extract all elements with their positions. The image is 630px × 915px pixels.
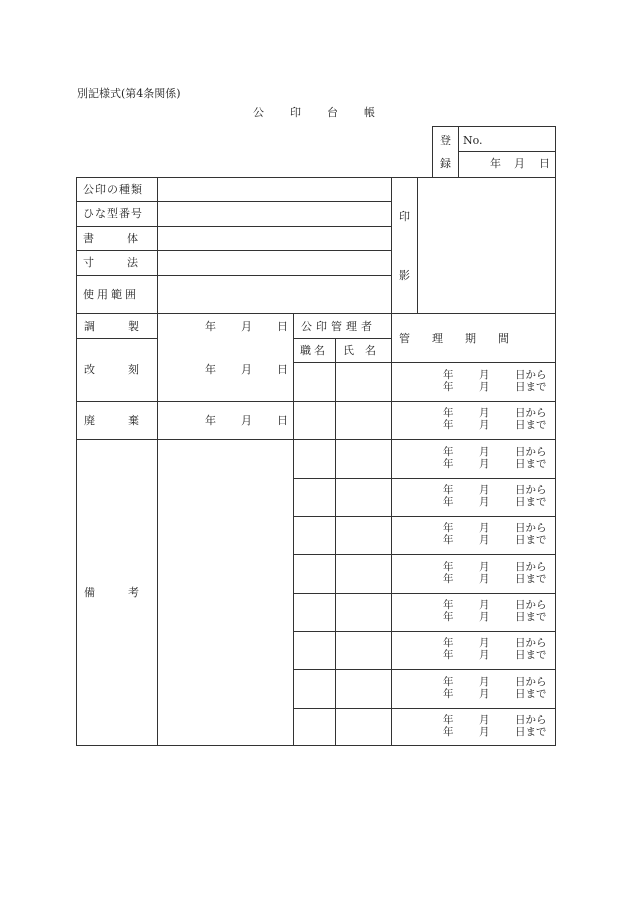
period-from-part: 年 — [443, 676, 454, 688]
period-from-part: 月 — [479, 407, 490, 419]
period-from-part: 年 — [443, 561, 454, 573]
manufacture-day: 日 — [277, 320, 288, 333]
form-reference: 別記様式(第4条関係) — [77, 87, 181, 100]
period-to-line — [393, 611, 556, 623]
period-to-part: 日まで — [515, 534, 547, 546]
period-from-part: 年 — [443, 637, 454, 649]
registration-month: 月 — [514, 157, 525, 170]
period-from-part: 月 — [479, 599, 490, 611]
usage-scope-label: 使用範囲 — [83, 288, 139, 301]
registration-year: 年 — [490, 157, 501, 170]
recut-month: 月 — [241, 363, 252, 376]
period-from-part: 年 — [443, 407, 454, 419]
disposal-label: 廃 棄 — [84, 414, 139, 427]
disposal-month: 月 — [241, 414, 252, 427]
period-from-part: 月 — [479, 484, 490, 496]
recut-day: 日 — [277, 363, 288, 376]
period-from-part: 年 — [443, 522, 454, 534]
period-to-part: 年 — [443, 688, 454, 700]
manager-name-col: 氏 名 — [343, 344, 376, 357]
period-to-part: 年 — [443, 611, 454, 623]
period-from-part: 年 — [443, 446, 454, 458]
period-to-part: 日まで — [515, 419, 547, 431]
registration-no-label: No. — [463, 134, 483, 147]
period-from-line — [393, 369, 556, 381]
period-from-line — [393, 561, 556, 573]
period-from-part: 年 — [443, 369, 454, 381]
period-from-part: 日から — [515, 561, 547, 573]
period-from-part: 日から — [515, 714, 547, 726]
period-to-part: 月 — [479, 611, 490, 623]
period-from-part: 日から — [515, 407, 547, 419]
disposal-year: 年 — [205, 414, 216, 427]
management-period-entry — [393, 407, 556, 431]
period-from-part: 年 — [443, 714, 454, 726]
period-from-part: 月 — [479, 714, 490, 726]
period-to-part: 年 — [443, 573, 454, 585]
period-to-part: 日まで — [515, 726, 547, 738]
size-label: 寸 法 — [83, 256, 138, 269]
period-to-line — [393, 496, 556, 508]
manufacture-year: 年 — [205, 320, 216, 333]
period-to-part: 日まで — [515, 496, 547, 508]
period-to-part: 月 — [479, 419, 490, 431]
period-from-part: 日から — [515, 599, 547, 611]
manufacture-month: 月 — [241, 320, 252, 333]
management-period-header: 管 理 期 間 — [399, 332, 509, 345]
period-from-part: 年 — [443, 484, 454, 496]
period-from-part: 月 — [479, 446, 490, 458]
typeface-label: 書 体 — [83, 232, 138, 245]
manager-header: 公印管理者 — [301, 320, 376, 333]
period-from-part: 月 — [479, 369, 490, 381]
period-to-part: 年 — [443, 458, 454, 470]
period-from-line — [393, 676, 556, 688]
management-period-entry — [393, 637, 556, 661]
period-to-line — [393, 573, 556, 585]
period-from-part: 月 — [479, 561, 490, 573]
period-to-part: 年 — [443, 381, 454, 393]
management-period-entry — [393, 599, 556, 623]
period-from-line — [393, 599, 556, 611]
period-to-part: 日まで — [515, 573, 547, 585]
disposal-day: 日 — [277, 414, 288, 427]
period-from-part: 月 — [479, 637, 490, 649]
period-to-line — [393, 381, 556, 393]
manager-title-col: 職名 — [300, 344, 328, 357]
period-from-line — [393, 522, 556, 534]
period-to-part: 日まで — [515, 458, 547, 470]
registration-label-bottom: 録 — [440, 157, 451, 170]
period-from-part: 日から — [515, 484, 547, 496]
period-to-part: 月 — [479, 688, 490, 700]
recut-label: 改 刻 — [84, 363, 139, 376]
period-to-line — [393, 534, 556, 546]
period-from-line — [393, 714, 556, 726]
period-from-line — [393, 637, 556, 649]
period-to-part: 月 — [479, 726, 490, 738]
period-from-part: 日から — [515, 446, 547, 458]
title-char: 印 — [290, 106, 301, 119]
period-from-part: 日から — [515, 369, 547, 381]
period-to-part: 年 — [443, 534, 454, 546]
period-to-part: 月 — [479, 381, 490, 393]
period-from-line — [393, 484, 556, 496]
period-to-line — [393, 649, 556, 661]
period-to-part: 月 — [479, 534, 490, 546]
page-title — [253, 104, 373, 118]
management-period-entry — [393, 561, 556, 585]
period-from-part: 年 — [443, 599, 454, 611]
period-to-part: 月 — [479, 458, 490, 470]
period-to-part: 日まで — [515, 649, 547, 661]
registration-label-top: 登 — [440, 134, 451, 147]
period-to-part: 日まで — [515, 381, 547, 393]
period-to-part: 月 — [479, 649, 490, 661]
period-to-part: 月 — [479, 573, 490, 585]
period-from-line — [393, 407, 556, 419]
management-period-entry — [393, 676, 556, 700]
period-from-part: 日から — [515, 676, 547, 688]
title-char: 台 — [327, 106, 338, 119]
period-to-line — [393, 458, 556, 470]
template-number-label: ひな型番号 — [83, 207, 143, 220]
management-period-entry — [393, 369, 556, 393]
period-to-line — [393, 419, 556, 431]
recut-year: 年 — [205, 363, 216, 376]
period-to-line — [393, 688, 556, 700]
period-to-part: 年 — [443, 726, 454, 738]
period-from-part: 月 — [479, 676, 490, 688]
registration-day: 日 — [539, 157, 550, 170]
period-from-line — [393, 446, 556, 458]
manufacture-label: 調 製 — [84, 320, 139, 333]
period-to-part: 日まで — [515, 611, 547, 623]
management-period-entry — [393, 714, 556, 738]
management-period-entry — [393, 522, 556, 546]
impression-label-top: 印 — [399, 210, 410, 223]
management-period-entry — [393, 446, 556, 470]
period-from-part: 日から — [515, 637, 547, 649]
seal-type-label: 公印の種類 — [83, 183, 143, 196]
remarks-label: 備 考 — [84, 586, 139, 599]
period-from-part: 日から — [515, 522, 547, 534]
period-to-part: 日まで — [515, 688, 547, 700]
management-period-entry — [393, 484, 556, 508]
title-char: 帳 — [364, 106, 375, 119]
period-to-line — [393, 726, 556, 738]
period-to-part: 月 — [479, 496, 490, 508]
period-from-part: 月 — [479, 522, 490, 534]
period-to-part: 年 — [443, 649, 454, 661]
impression-label-bottom: 影 — [399, 269, 410, 282]
period-to-part: 年 — [443, 496, 454, 508]
period-to-part: 年 — [443, 419, 454, 431]
title-char: 公 — [253, 106, 264, 119]
